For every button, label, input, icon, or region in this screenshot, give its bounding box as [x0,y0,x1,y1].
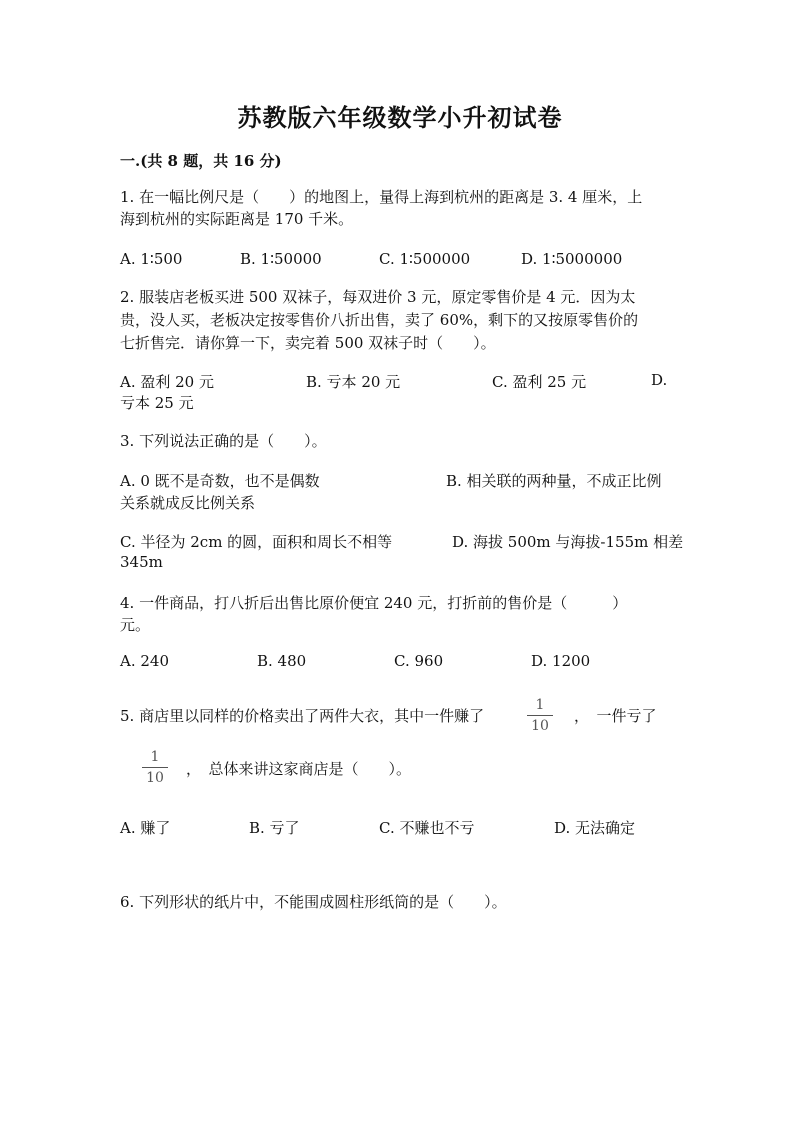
option-c: C. 不赚也不亏 [379,819,475,837]
option-b: B. 480 [257,652,307,670]
option-d: D. 无法确定 [554,819,636,837]
fraction-numerator: 1 [150,749,160,765]
option-d: D. 海拔 500m 与海拔-155m 相差 [452,533,684,551]
question-text-line: ， 总体来讲这家商店是（ ）。 [186,760,412,778]
question-text-line: 4. 一件商品，打八折后出售比原价便宜 240 元，打折前的售价是（ ） [120,594,628,612]
option-a: A. 盈利 20 元 [120,373,214,391]
option-b: B. 1∶50000 [240,250,322,268]
option-c: C. 1∶500000 [379,250,471,268]
option-d: D. 1∶5000000 [521,250,623,268]
option-b: B. 亏了 [249,819,300,837]
fraction [527,697,553,734]
question-text-line: 3. 下列说法正确的是（ ）。 [120,432,327,450]
question-text-line: 2. 服装店老板买进 500 双袜子，每双进价 3 元，原定零售价是 4 元．因为太 [120,288,636,306]
question-text-line: ， 一件亏了 [574,707,657,725]
question-text-line: 5. 商店里以同样的价格卖出了两件大衣，其中一件赚了 [120,707,485,725]
option-c: C. 半径为 2cm 的圆，面积和周长不相等 [120,533,393,551]
option-a: A. 0 既不是奇数，也不是偶数 [120,472,320,490]
option-d: D. 1200 [531,652,591,670]
option-a: A. 赚了 [120,819,171,837]
option-c: C. 960 [394,652,444,670]
option-b: B. 亏本 20 元 [306,373,401,391]
option-b: B. 相关联的两种量，不成正比例 [446,472,662,490]
fraction [142,749,168,786]
fraction-denominator: 10 [146,770,164,786]
question-text-line: 1. 在一幅比例尺是（ ）的地图上，量得上海到杭州的距离是 3. 4 厘米，上 [120,188,643,206]
question-text-line: 七折售完．请你算一下，卖完着 500 双袜子时（ ）。 [120,334,496,352]
option-d-continued: 345m [120,553,163,571]
fraction-bar [527,715,553,716]
fraction-denominator: 10 [531,718,549,734]
option-a: A. 1∶500 [120,250,183,268]
option-c: C. 盈利 25 元 [492,373,587,391]
question-text-line: 元。 [120,616,151,634]
fraction-numerator: 1 [535,697,545,713]
section-heading: 一.(共 8 题，共 16 分) [120,152,282,170]
question-text-line: 海到杭州的实际距离是 170 千米。 [120,210,354,228]
question-text-line: 6. 下列形状的纸片中，不能围成圆柱形纸筒的是（ ）。 [120,893,507,911]
fraction-bar [142,767,168,768]
option-d: D. [651,371,668,389]
option-a: A. 240 [120,652,169,670]
option-d-continued: 亏本 25 元 [120,394,194,412]
option-b-continued: 关系就成反比例关系 [120,494,256,512]
page-title: 苏教版六年级数学小升初试卷 [237,103,563,132]
question-text-line: 贵，没人买，老板决定按零售价八折出售，卖了 60%，剩下的又按原零售价的 [120,311,639,329]
